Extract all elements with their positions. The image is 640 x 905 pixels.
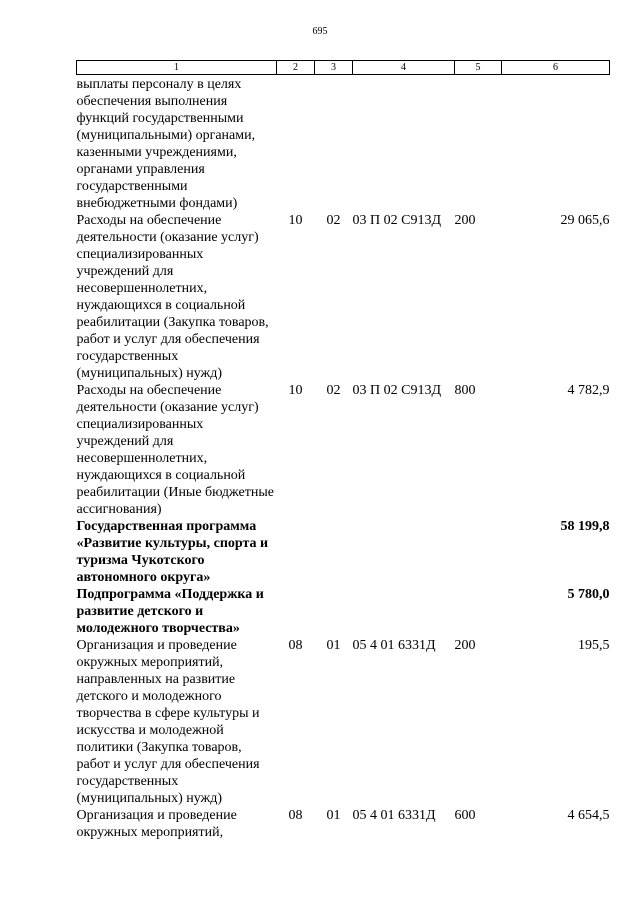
row-section: 08 [288, 638, 303, 653]
table-row [77, 807, 610, 841]
row-section [277, 75, 315, 213]
row-expense-type: 600 [454, 808, 476, 823]
row-expense-type: 200 [454, 638, 476, 653]
row-section: 10 [288, 383, 303, 398]
row-target-code: 05 4 01 6331Д [352, 638, 436, 653]
table-row-program [77, 518, 610, 586]
row-target-code [353, 586, 455, 637]
row-target-code: 03 П 02 С913Д [352, 383, 441, 398]
row-amount: 58 199,8 [560, 519, 610, 534]
row-description: Государственная программа «Развитие культуры, спорта и туризма Чукотского автономного округа» [76, 519, 269, 585]
row-amount: 29 065,6 [560, 213, 610, 228]
row-description: Расходы на обеспечение деятельности (оказание услуг) специализированных учреждений для несовершеннолетних, нуждающихся в социальной реабилитации (Закупка товаров, работ и услуг для обеспечения государственных (муниципальных) нужд) [76, 213, 269, 381]
row-amount: 4 654,5 [567, 808, 610, 823]
page-number: 695 [312, 26, 328, 37]
row-amount: 4 782,9 [567, 383, 610, 398]
row-subsection: 01 [326, 638, 341, 653]
row-section [277, 586, 315, 637]
table-row [77, 75, 610, 213]
row-expense-type: 800 [454, 383, 476, 398]
table-row [77, 212, 610, 382]
row-subsection [315, 586, 353, 637]
column-header-4: 4 [353, 61, 455, 75]
row-description: Подпрограмма «Поддержка и развитие детского и молодежного творчества» [76, 587, 264, 636]
column-header-2: 2 [277, 61, 315, 75]
row-expense-type [455, 75, 502, 213]
column-header-3: 3 [315, 61, 353, 75]
row-amount [502, 75, 610, 213]
row-amount: 195,5 [578, 638, 610, 653]
row-description: Организация и проведение окружных мероприятий, [76, 808, 237, 840]
row-expense-type: 200 [454, 213, 476, 228]
row-subsection: 01 [326, 808, 341, 823]
column-header-1: 1 [77, 61, 277, 75]
budget-table [76, 60, 610, 841]
row-subsection [315, 75, 353, 213]
row-description: Расходы на обеспечение деятельности (оказание услуг) специализированных учреждений для несовершеннолетних, нуждающихся в социальной реабилитации (Иные бюджетные ассигнования) [76, 383, 274, 517]
row-target-code [353, 518, 455, 586]
row-subsection: 02 [326, 213, 341, 228]
row-expense-type [455, 518, 502, 586]
row-section [277, 518, 315, 586]
row-expense-type [455, 586, 502, 637]
row-amount: 5 780,0 [567, 587, 610, 602]
row-subsection [315, 518, 353, 586]
row-subsection: 02 [326, 383, 341, 398]
row-target-code: 03 П 02 С913Д [352, 213, 441, 228]
column-header-6: 6 [502, 61, 610, 75]
table-row [77, 637, 610, 807]
table-row-subprogram [77, 586, 610, 637]
row-target-code [353, 75, 455, 213]
row-target-code: 05 4 01 6331Д [352, 808, 436, 823]
row-section: 08 [288, 808, 303, 823]
table-row [77, 382, 610, 518]
row-description: Организация и проведение окружных мероприятий, направленных на развитие детского и молодежного творчества в сфере культуры и искусства и молодежной политики (Закупка товаров, работ и услуг для обеспечения государственных (муниципальных) нужд) [76, 638, 260, 806]
row-description: выплаты персоналу в целях обеспечения выполнения функций государственными (муниципальными) органами, казенными учреждениями, органами управления государственными внебюджетными фондами) [76, 77, 256, 211]
column-header-5: 5 [455, 61, 502, 75]
header-row [77, 61, 610, 75]
row-section: 10 [288, 213, 303, 228]
